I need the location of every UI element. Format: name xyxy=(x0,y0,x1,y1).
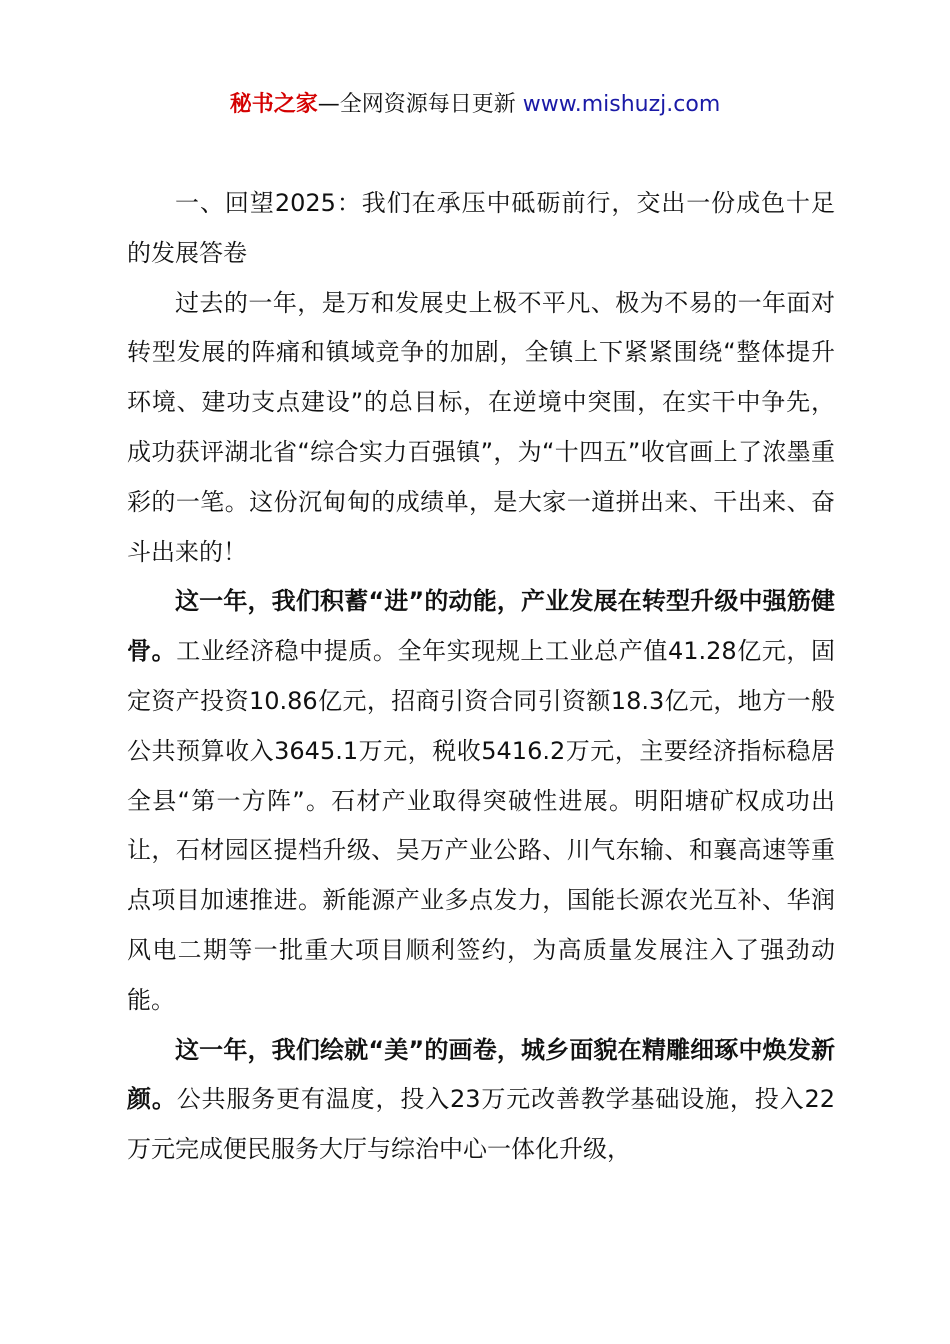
brand-name: 秘书之家 xyxy=(229,92,318,117)
section-heading-text: 一、回望2025：我们在承压中砥砺前行，交出一份成色十足的发展答卷 xyxy=(127,189,835,267)
paragraph-text: 过去的一年，是万和发展史上极不平凡、极为不易的一年面对转型发展的阵痛和镇域竞争的加剧，全镇上下紧紧围绕“整体提升环境、建功支点建设”的总目标，在逆境中突围，在实干中争先，成功获评湖北省“综合实力百强镇”，为“十四五”收官画上了浓墨重彩的一笔。这份沉甸甸的成绩单，是大家一道拼出来、干出来、奋斗出来的！ xyxy=(127,288,835,566)
section-heading xyxy=(127,179,835,279)
paragraph-lead: 这一年，我们绘就“美”的画卷，城乡面貌在精雕细琢中焕发新颜。 xyxy=(127,1035,835,1114)
paragraph-lead: 这一年，我们积蓄“进”的动能，产业发展在转型升级中强筋健骨。 xyxy=(127,587,835,666)
paragraph xyxy=(127,279,835,578)
paragraph xyxy=(127,1026,835,1175)
page-header xyxy=(0,88,950,122)
header-tagline: —全网资源每日更新 xyxy=(317,92,523,117)
paragraph-text: 公共服务更有温度，投入23万元改善教学基础设施，投入22万元完成便民服务大厅与综治中心一体化升级， xyxy=(127,1085,836,1164)
document-body xyxy=(127,179,835,1175)
header-url[interactable]: www.mishuzj.com xyxy=(522,92,721,117)
paragraph xyxy=(127,577,835,1025)
paragraph-text: 工业经济稳中提质。全年实现规上工业总产值41.28亿元，固定资产投资10.86亿元，招商引资合同引资额18.3亿元，地方一般公共预算收入3645.1万元，税收5416.2万元，主要经济指标稳居全县“第一方阵”。石材产业取得突破性进展。明阳塘矿权成功出让，石材园区提档升级、吴万产业公路、川气东输、和襄高速等重点项目加速推进。新能源产业多点发力，国能长源农光互补、华润风电二期等一批重大项目顺利签约，为高质量发展注入了强劲动能。 xyxy=(127,637,835,1014)
